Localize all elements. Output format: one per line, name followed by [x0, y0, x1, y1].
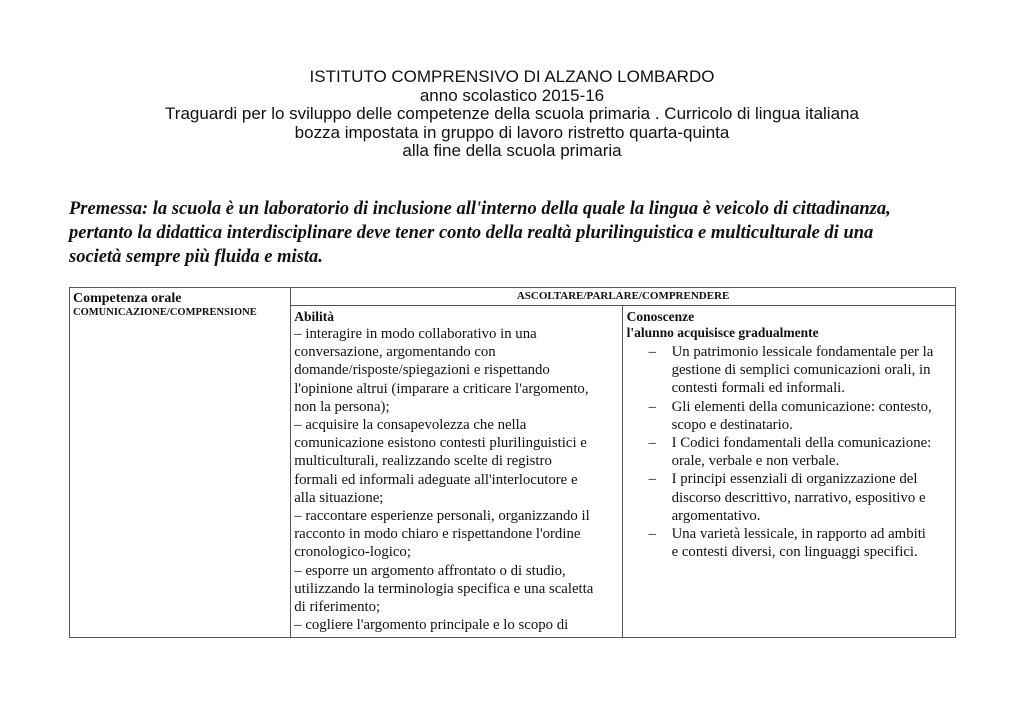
- abilita-title: Abilità: [294, 309, 334, 324]
- conoscenze-list: [627, 343, 952, 561]
- abilita-line: cronologico-logico;: [294, 544, 411, 561]
- list-item-line: e contesti diversi, con linguaggi specifici.: [671, 544, 918, 561]
- document-subtitle: bozza impostata in gruppo di lavoro ristretto quarta-quinta: [294, 122, 730, 142]
- abilita-cell: [291, 306, 622, 638]
- abilita-line: alla situazione;: [294, 489, 384, 506]
- list-item-line: Gli elementi della comunicazione: contesto,: [671, 398, 932, 415]
- conoscenze-title: Conoscenze: [626, 309, 695, 324]
- abilita-line: formali ed informali adeguate all'interlocutore e: [294, 471, 578, 488]
- abilita-line: l'opinione altrui (imparare a criticare l'argomento,: [294, 380, 589, 397]
- competenza-cell: [70, 288, 291, 638]
- abilita-line: – acquisire la consapevolezza che nella: [294, 417, 527, 434]
- conoscenze-cell: [622, 306, 955, 638]
- curriculum-table: [69, 287, 956, 638]
- bullet-dash: –: [648, 435, 656, 452]
- bullet-dash: –: [648, 398, 656, 415]
- bullet-dash: –: [648, 344, 656, 360]
- list-item-line: I Codici fondamentali della comunicazione:: [671, 435, 932, 452]
- list-item: [627, 398, 952, 434]
- list-item-line: Un patrimonio lessicale fondamentale per la: [671, 344, 934, 360]
- document-title: Traguardi per lo sviluppo delle competenze della scuola primaria . Curricolo di lingua italiana: [165, 104, 859, 124]
- list-item-line: gestione di semplici comunicazioni orali, in: [671, 362, 931, 379]
- conoscenze-subtitle: l'alunno acquisisce gradualmente: [626, 325, 819, 340]
- abilita-line: comunicazione esistono contesti plurilinguistici e: [294, 435, 587, 452]
- list-item-line: I principi essenziali di organizzazione del: [671, 471, 918, 488]
- document-scope: alla fine della scuola primaria: [402, 141, 622, 161]
- competenza-title: Competenza orale: [73, 291, 182, 306]
- premessa-line: pertanto la didattica interdisciplinare deve tener conto della realtà plurilinguistica e multiculturale di una: [69, 223, 874, 243]
- list-item-line: discorso descrittivo, narrativo, espositivo e: [671, 489, 926, 506]
- abilita-line: racconto in modo chiaro e rispettandone l'ordine: [294, 526, 581, 543]
- premessa-line: Premessa: la scuola è un laboratorio di inclusione all'interno della quale la lingua è veicolo di cittadinanza,: [69, 199, 891, 219]
- abilita-line: utilizzando la terminologia specifica e una scaletta: [294, 580, 594, 597]
- abilita-text: [294, 325, 619, 634]
- school-year: anno scolastico 2015-16: [419, 85, 605, 105]
- competenza-subtitle: COMUNICAZIONE/COMPRENSIONE: [73, 307, 257, 318]
- premessa-line: società sempre più fluida e mista.: [69, 247, 323, 267]
- abilita-line: – cogliere l'argomento principale e lo scopo di: [294, 617, 569, 634]
- list-item-line: Una varietà lessicale, in rapporto ad ambiti: [671, 526, 926, 543]
- abilita-line: – esporre un argomento affrontato o di studio,: [294, 562, 566, 579]
- list-item: [627, 470, 952, 525]
- list-item: [627, 525, 952, 561]
- premessa-paragraph: [69, 197, 969, 269]
- school-name: ISTITUTO COMPRENSIVO DI ALZANO LOMBARDO: [309, 67, 715, 86]
- document-header: [0, 68, 1024, 161]
- abilita-line: multiculturali, realizzando scelte di registro: [294, 453, 552, 470]
- abilita-line: conversazione, argomentando con: [294, 344, 496, 361]
- list-item: [627, 343, 952, 398]
- list-item: [627, 434, 952, 470]
- abilita-line: domande/risposte/spiegazioni e rispettando: [294, 362, 550, 379]
- list-item-line: contesti formali ed informali.: [671, 380, 845, 397]
- abilita-line: di riferimento;: [294, 599, 381, 616]
- bullet-dash: –: [648, 471, 656, 488]
- abilita-line: non la persona);: [294, 398, 390, 415]
- abilita-line: – raccontare esperienze personali, organizzando il: [294, 508, 590, 525]
- list-item-line: argomentativo.: [671, 507, 761, 524]
- abilita-line: – interagire in modo collaborativo in una: [294, 326, 537, 342]
- list-item-line: scopo e destinatario.: [671, 416, 793, 433]
- bullet-dash: –: [648, 526, 656, 543]
- list-item-line: orale, verbale e non verbale.: [671, 453, 840, 470]
- area-header: ASCOLTARE/PARLARE/COMPRENDERE: [291, 288, 956, 306]
